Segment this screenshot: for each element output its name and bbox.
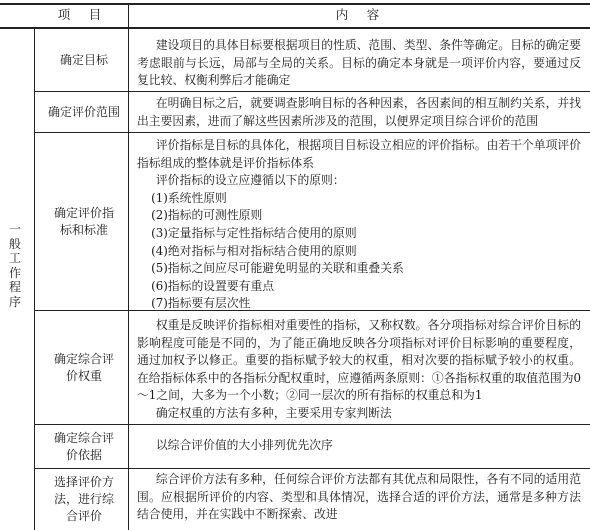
principle-item: (2)指标的可测性原则 — [151, 208, 263, 223]
row-content-define-scope: 在明确目标之后，就要调查影响目标的各种因素，各因素间的相互制约关系，并找出主要因素，进而了解这些因素所涉及的范围，以便界定项目综合评价的范围 — [137, 96, 581, 128]
principle-item: (5)指标之间应尽可能避免明显的关联和重叠关系 — [151, 261, 404, 276]
row-content-define-indicators: 评价指标是目标的具体化，根据项目目标设立相应的评价指标。由若干个单项评价指标组成的整体就是评价指标体系 评价指标的设立应遵循以下的原则： (1)系统性原则 (2)指标的可测性原则 (3)定量指标与定性指标结合使用的原则 (4)绝对指标与相对指标结合使用的原则 (5)指标之间应尽可能避免明显的关联和重叠关系 (6)指标的设置要有重点 (7)指标要有层次性 — [137, 137, 581, 313]
row-content-define-basis: 以综合评价值的大小排列优先次序 — [155, 438, 333, 452]
row-content-define-goal: 建设项目的具体目标要根据项目的性质、范围、类型、条件等确定。目标的确定要考虑眼前与长远，局部与全局的关系。目标的确定本身就是一项评价内容，要通过反复比较、权衡利弊后才能确定 — [137, 38, 581, 88]
principle-item: (7)指标要有层次性 — [151, 296, 251, 311]
principle-item: (4)绝对指标与相对指标结合使用的原则 — [151, 243, 357, 258]
header-bottom-border — [0, 27, 590, 29]
row-label-define-goal: 确定目标 — [59, 53, 108, 67]
principle-item: (6)指标的设置要有重点 — [151, 278, 275, 293]
principle-item: (1)系统性原则 — [151, 190, 227, 205]
row-label-define-basis: 确定综合评价依据 — [54, 430, 115, 462]
row-content-choose-method: 综合评价方法有多种，任何综合评价方法都有其优点和局限性，各有不同的适用范围。应根据所评价的内容、类型和具体情况，选择合适的评价方法，通常是多种方法结合使用，并在实践中不断探索、改进 — [137, 472, 581, 522]
row-label-define-weights: 确定综合评价权重 — [54, 351, 115, 383]
header-item-label: 项 目 — [57, 7, 105, 22]
content-column-divider — [128, 29, 129, 530]
row-label-define-indicators: 确定评价指标和标准 — [54, 205, 115, 237]
principle-item: (3)定量指标与定性指标结合使用的原则 — [151, 225, 357, 240]
category-label: 一 般 工 作 程 序 — [8, 222, 21, 309]
category-column-divider — [34, 29, 35, 530]
row-label-choose-method: 选择评价方法，进行综合评价 — [53, 474, 114, 523]
row-content-define-weights: 权重是反映评价指标相对重要性的指标，又称权数。各分项指标对综合评价目标的影响程度可能是不同的，为了能正确地反映各分项指标对评价目标影响的重要程度，通过加权予以修正。重要的指标赋予较大的权重，相对次要的指标赋予较小的权重。在给指标体系中的各指标分配权重时，应遵循两条原则：①各指标权重的取值范围为0～1之间，大多为一个小数；②同一层次的所有指标的权重总和为1 确定权重的方法有多种，主要采用专家判断法 — [137, 318, 581, 420]
header-content-label: 内 容 — [335, 7, 383, 22]
row-label-define-scope: 确定评价范围 — [47, 104, 120, 119]
